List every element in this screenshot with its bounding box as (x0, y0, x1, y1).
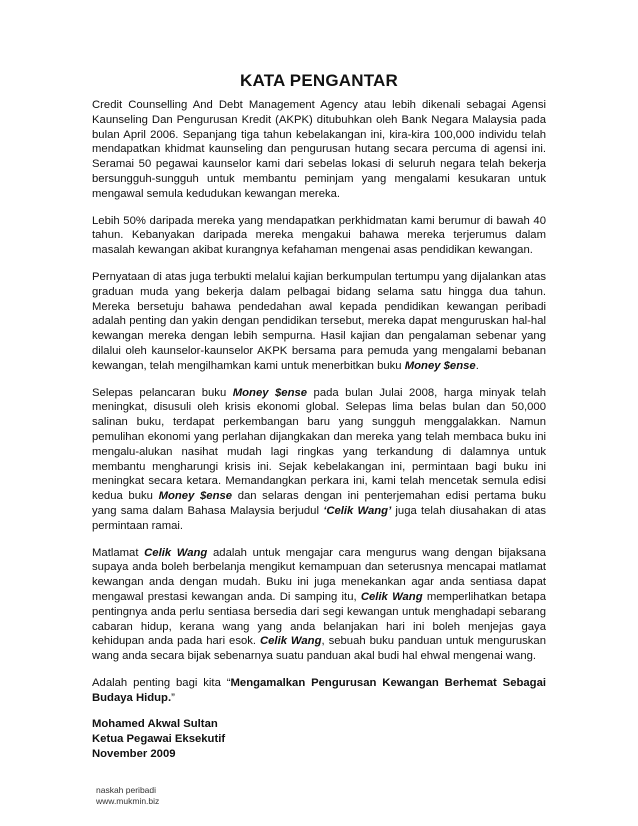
paragraph-1 (92, 98, 546, 202)
footer-url: www.mukmin.biz (96, 796, 160, 806)
paragraph-4-text-a: Selepas pelancaran buku (92, 386, 233, 399)
paragraph-5-text-a: Matlamat (92, 546, 145, 559)
book-title-celik-wang: Celik Wang (360, 590, 423, 603)
book-title-money-sense: Money $ense (404, 359, 476, 372)
book-title-celik-wang: ‘Celik Wang’ (323, 504, 392, 517)
paragraph-4-text-b: pada bulan Julai 2008, harga minyak telah meningkat, disusuli oleh krisis ekonomi global. Selepas lima belas bulan dan 50,000 salinan buku, terdapat perkembangan baru yang sungguh menggalakkan. Namun pemulihan ekonomi yang perlahan dijangkakan dan mereka yang telah membaca buku ini mengalu-alukan nasihat mudah lagi ringkas yang terkandung di dalamnya untuk membantu mengharungi krisis ini. Sejak kebelakangan ini, permintaan bagi buku ini meningkat secara ketara. Memandangkan perkara ini, kami telah mencetak semula edisi kedua buku (92, 386, 547, 503)
document-page (92, 70, 546, 762)
signatory-name: Mohamed Akwal Sultan (92, 718, 218, 731)
paragraph-4-text-d: juga telah diusahakan di atas permintaan ramai. (92, 504, 547, 532)
paragraph-2-text: Lebih 50% daripada mereka yang mendapatkan perkhidmatan kami berumur di bawah 40 tahun. Kebanyakan daripada mereka mengakui bahawa mereka terjerumus dalam masalah kewangan akibat kurangnya kefahaman mengenai asas pendidikan kewangan. (92, 214, 546, 257)
motto-text: Mengamalkan Pengurusan Kewangan Berhemat Sebagai Budaya Hidup. (92, 676, 546, 704)
book-title-celik-wang: Celik Wang (144, 546, 208, 559)
paragraph-3-text: Pernyataan di atas juga terbukti melalui kajian berkumpulan tertumpu yang dijalankan atas graduan muda yang bekerja dalam pelbagai bidang selama satu hingga dua tahun. Mereka bersetuju bahawa pendedahan awal kepada pendidikan kewangan peribadi adalah penting dan yakin dengan pendidikan tersebut, mereka dapat menguruskan hal-hal kewangan mereka dengan lebih sempurna. Hasil kajian dan pengalaman sebenar yang dilalui oleh kaunselor-kaunselor AKPK bersama para pemuda yang mengalami bebanan kewangan, telah mengilhamkan kami untuk menerbitkan buku (92, 270, 546, 372)
paragraph-1-text: Credit Counselling And Debt Management Agency atau lebih dikenali sebagai Agensi Kaunseling Dan Pengurusan Kredit (AKPK) ditubuhkan oleh Bank Negara Malaysia pada bulan April 2006. Sepanjang tiga tahun kebelakangan ini, kira-kira 100,000 individu telah mendapatkan khidmat kaunseling dan pengurusan hutang secara percuma di agensi ini. Seramai 50 pegawai kaunselor kami dari sebelas lokasi di seluruh negara telah bekerja bersungguh-sungguh untuk membantu peminjam yang mengalami kesukaran untuk mengawal semula kedudukan kewangan mereka. (92, 99, 546, 200)
paragraph-6-text: Adalah penting bagi kita “ (92, 676, 231, 689)
footer-note: naskah peribadi (96, 785, 157, 795)
page-footer (96, 785, 159, 807)
paragraph-5 (92, 546, 546, 664)
paragraph-6 (92, 676, 546, 706)
paragraph-4-text-c: dan selaras dengan ini penterjemahan edisi pertama buku yang sama dalam Bahasa Malaysia berjudul (92, 490, 547, 517)
page-title: KATA PENGANTAR (240, 71, 398, 90)
paragraph-5-text-c: memperlihatkan betapa pentingnya anda perlu sentiasa bersedia dari segi kewangan untuk menghadapi sebarang cabaran hidup, kerana wang yang anda belanjakan hari ini boleh menjejas gaya kehidupan anda pada hari esok. (92, 590, 546, 648)
paragraph-3 (92, 270, 546, 374)
paragraph-3-end: . (475, 359, 479, 372)
book-title-celik-wang: Celik Wang (259, 635, 322, 648)
paragraph-4 (92, 386, 546, 534)
signatory-position: Ketua Pegawai Eksekutif (92, 733, 226, 746)
paragraph-6-end: ” (171, 691, 175, 704)
signature-date: November 2009 (92, 748, 176, 761)
paragraph-5-text-b: adalah untuk mengajar cara mengurus wang dengan bijaksana supaya anda boleh berbelanja mengikut kemampuan dan seterusnya mencapai matlamat kewangan anda dengan mudah. Buku ini juga menekankan agar anda sentiasa dapat mengawal prestasi kewangan anda. Di samping itu, (92, 546, 546, 603)
signature-block (92, 717, 546, 762)
paragraph-5-text-d: , sebuah buku panduan untuk menguruskan wang anda secara bijak sebenarnya suatu panduan akal budi hal ehwal mengenai wang. (92, 635, 546, 663)
paragraph-2 (92, 214, 546, 258)
book-title-money-sense: Money $ense (158, 490, 233, 503)
book-title-money-sense: Money $ense (232, 386, 308, 399)
